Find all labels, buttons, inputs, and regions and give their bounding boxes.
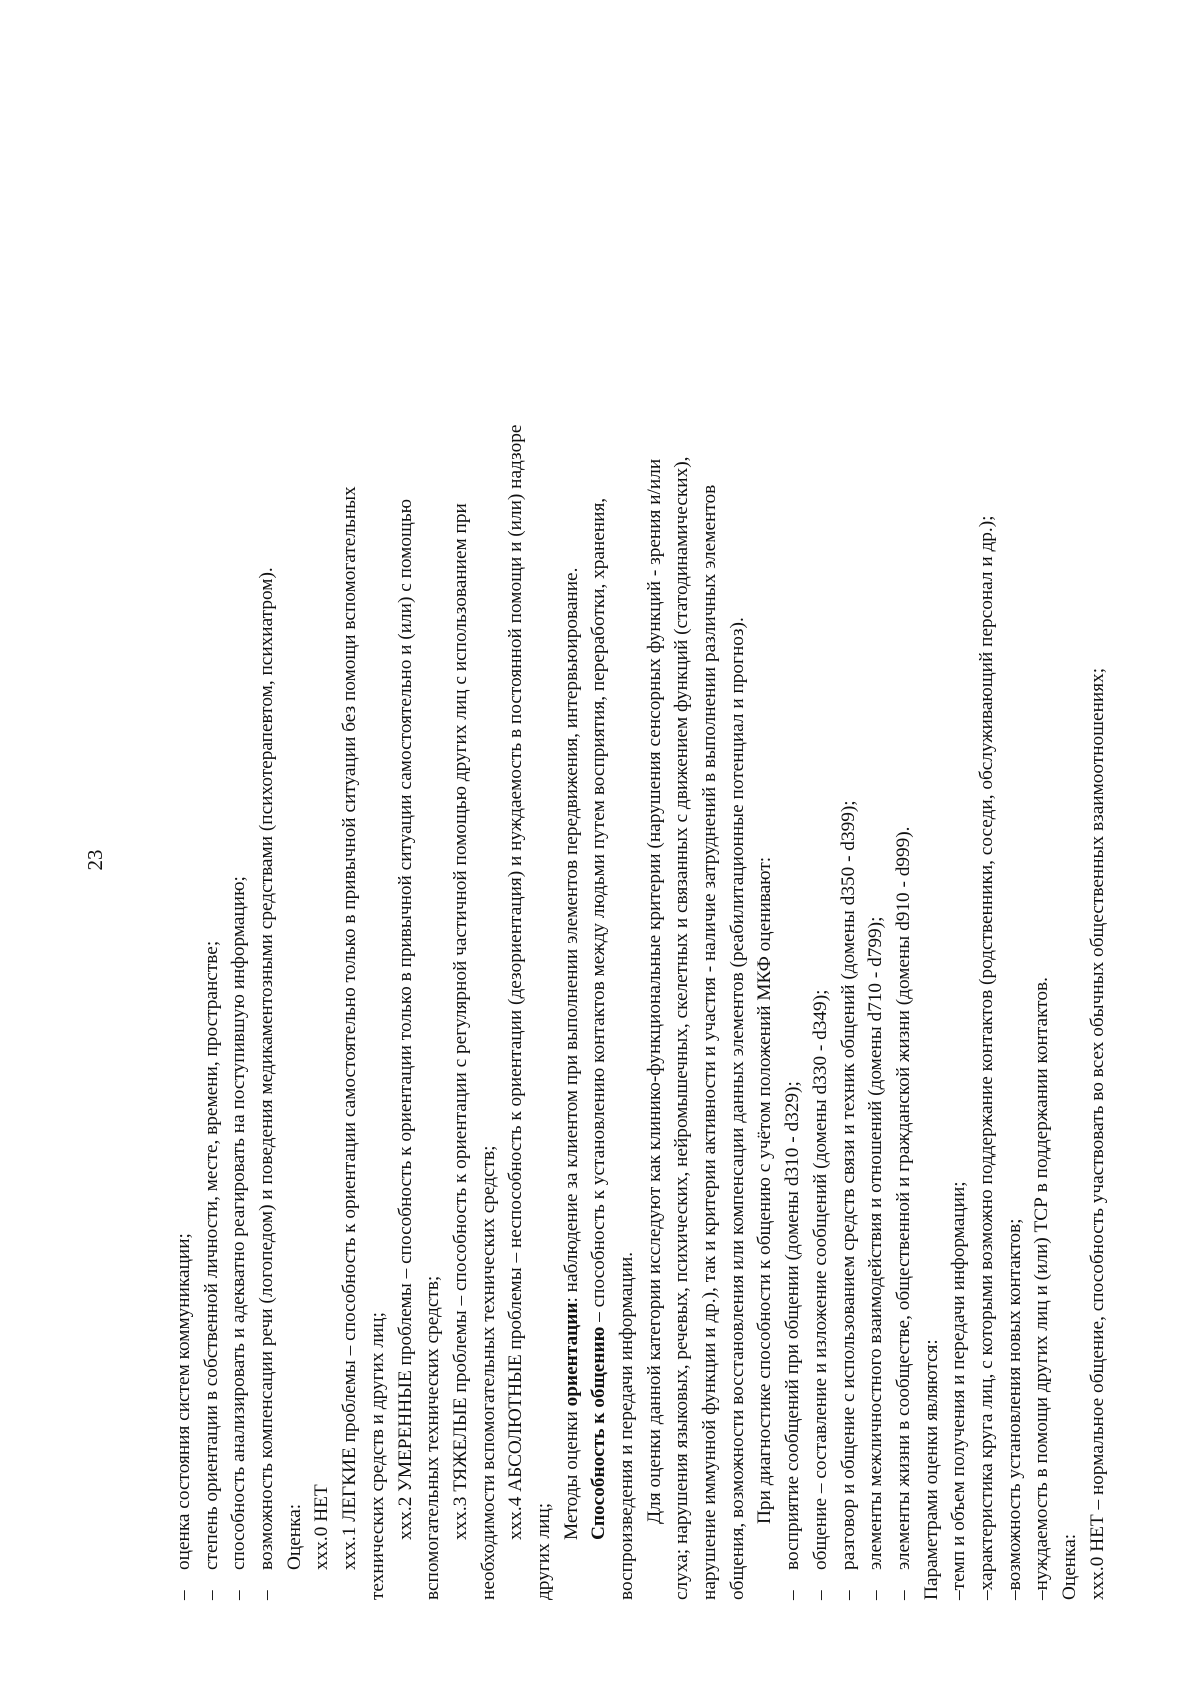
text-line: общения, возможности восстановления или компенсации данных элементов (реабилитационные потенциал и прогноз). [726,617,748,1600]
text-line: вспомогательных технических средств; [422,1275,444,1600]
text-line: xxx.1 ЛЕГКИЕ проблемы – способность к ориентации самостоятельно только в привычной ситуации без помощи вспомогательных [339,486,361,1570]
text-line: xxx.0 НЕТ – нормальное общение, способность участвовать во всех обычных общественных взаимоотношениях; [1086,667,1108,1600]
bullet-text: общение – составление и изложение сообщений (домены d330 - d349); [809,989,831,1570]
bullet-text: степень ориентации в собственной личности, месте, времени, пространстве; [200,940,222,1570]
text-line: xxx.0 НЕТ [311,1484,333,1570]
section-label: Оценка: [1059,1533,1080,1600]
text-line: нарушение иммунной функции и др.), так и критерии активности и участия - наличие затруднений в выполнении различных элементов [699,484,721,1600]
section-label: Оценка: [283,1503,305,1570]
text-line [862,120,890,1600]
text-line [779,120,807,1600]
text-line: xxx.2 УМЕРЕННЫЕ проблемы – способность к ориентации только в привычной ситуации самостоятельно и (или) с помощью [394,498,416,1540]
text-line [558,120,586,1600]
bullet-dash: – [173,1590,194,1600]
text-segment: – способность к установлению контактов между людьми путем восприятия, переработки, хранения, [588,497,610,1327]
page-number: 23 [83,849,107,871]
text-line: воспроизведения и передачи информации. [616,1251,637,1600]
bullet-dash: – [809,1590,831,1600]
bullet-text: разговор и общение с использованием средств связи и техник общений (домены d350 - d399); [837,800,859,1570]
bullet-text: оценка состояния систем коммуникации; [173,1233,194,1570]
bullet-dash: – [782,1590,804,1600]
bold-term: ориентации [560,1302,582,1407]
bullet-text: способность анализировать и адекватно реагировать на поступившую информацию; [228,876,250,1570]
bullet-dash: – [200,1590,222,1600]
text-line: необходимости вспомогательных технических средств; [477,1145,499,1600]
bullet-dash: – [865,1590,887,1600]
text-line: xxx.3 ТЯЖЕЛЫЕ проблемы – способность к ориентации с регулярной частичной помощью других лиц с использованием при [449,503,471,1540]
bullet-dash: – [256,1590,278,1600]
text-line: –возможность установления новых контактов; [1003,1218,1025,1600]
bullet-dash: – [892,1590,914,1600]
text-line [225,120,253,1600]
section-label: Параметрами оценки являются: [920,1339,942,1600]
bullet-dash: – [837,1590,859,1600]
text-line: технических средств и других лиц; [366,1312,388,1600]
bullet-text: восприятие сообщений при общении (домены d310 - d329); [782,1081,804,1570]
text-line [198,120,226,1600]
text-line: –темп и объем получения и передачи информации; [948,1181,970,1600]
text-line: слуха; нарушения языковых, речевых, психических, нейромышечных, скелетных и связанных с движением функций (статодинамических), [671,456,693,1600]
text-line [890,120,918,1600]
text-line [585,120,613,1600]
bullet-text: элементы жизни в сообществе, общественной и гражданской жизни (домены d910 - d999). [892,826,914,1570]
document-body [170,120,1111,1600]
text-line [835,120,863,1600]
bullet-dash: – [228,1590,250,1600]
text-segment: Методы оценки [560,1406,582,1540]
text-line [253,120,281,1600]
bold-term: Способность к общению [588,1326,610,1540]
text-line: –характеристика круга лиц, с которыми возможно поддержание контактов (родственники, соседи, обслуживающий персонал и др.); [975,515,997,1600]
text-segment: : наблюдение за клиентом при выполнении элементов передвижения, интервьюирование. [560,567,582,1303]
text-line: xxx.4 АБСОЛЮТНЫЕ проблемы – неспособность к ориентации (дезориентация) и нуждаемость в постоянной помощи и (или) надзоре [505,424,527,1540]
text-line: –нуждаемость в помощи других лиц и (или) ТСР в поддержании контактов. [1031,977,1053,1600]
text-line [170,120,198,1600]
text-line: других лиц; [532,1502,554,1600]
bullet-text: элементы межличностного взаимодействия и отношений (домены d710 - d799); [865,916,887,1570]
text-line: При диагностике способности к общению с учётом положений МКФ оценивают: [754,856,776,1524]
rotated-page-content [83,120,1130,1600]
text-line: Для оценки данной категории исследуют как клинико-функциональные критерии (нарушения сенсорных функций - зрения и/или [643,458,665,1524]
text-line [807,120,835,1600]
bullet-text: возможность компенсации речи (логопедом) и поведения медикаментозными средствами (психотерапевтом, психиатром). [256,567,278,1570]
